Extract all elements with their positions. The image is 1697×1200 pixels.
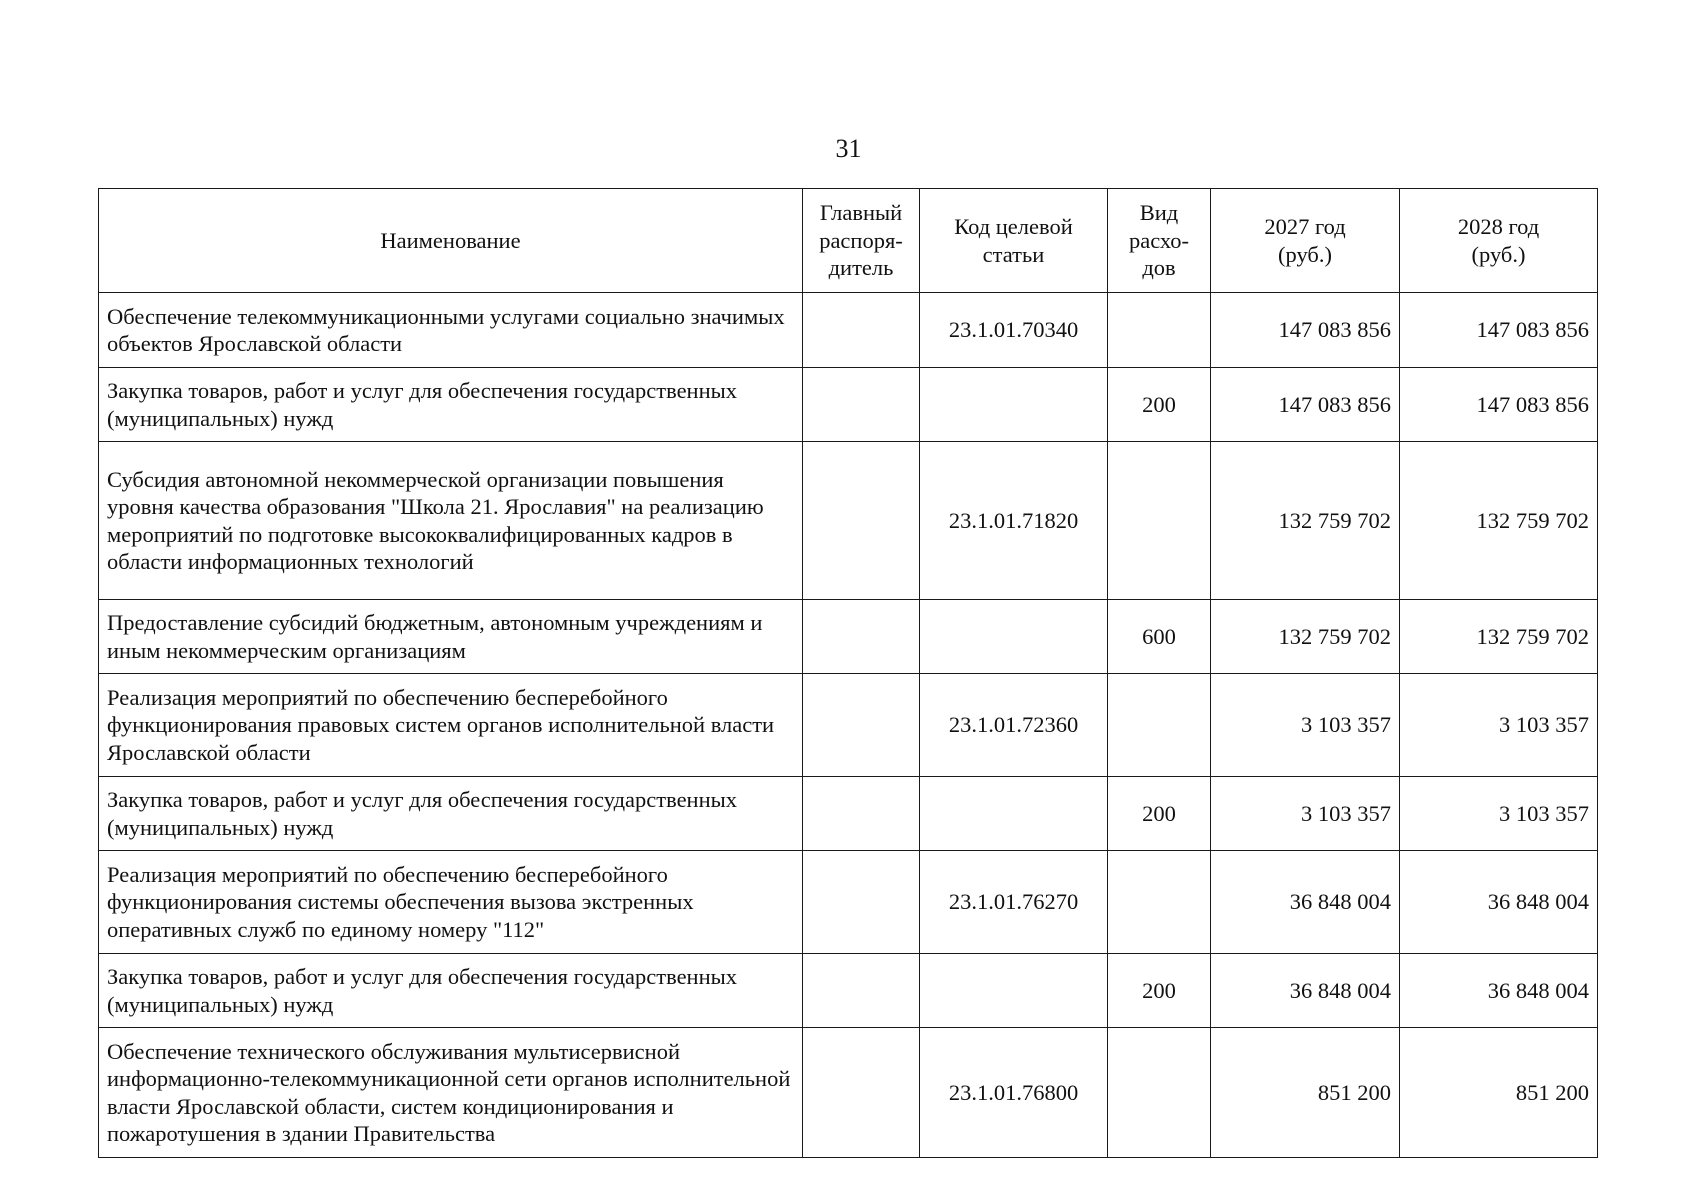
row-target-code [920, 954, 1108, 1028]
row-name: Закупка товаров, работ и услуг для обеспечения государственных (муниципальных) нужд [99, 368, 803, 442]
row-name: Реализация мероприятий по обеспечению бесперебойного функционирования системы обеспечения вызова экстренных оперативных служб по единому номеру "112" [99, 851, 803, 954]
table-row [99, 600, 1598, 674]
header-year-2028: 2028 год (руб.) [1400, 189, 1598, 293]
row-target-code: 23.1.01.76270 [920, 851, 1108, 954]
row-name: Обеспечение телекоммуникационными услугами социально значимых объектов Ярославской области [99, 293, 803, 368]
row-main-manager [803, 600, 920, 674]
row-main-manager [803, 1028, 920, 1158]
row-target-code [920, 777, 1108, 851]
row-target-code [920, 368, 1108, 442]
row-target-code: 23.1.01.76800 [920, 1028, 1108, 1158]
table-row [99, 293, 1598, 368]
row-expense-type [1108, 1028, 1211, 1158]
row-expense-type [1108, 442, 1211, 600]
row-amount-2028: 3 103 357 [1400, 674, 1598, 777]
table-row [99, 851, 1598, 954]
header-year-2027: 2027 год (руб.) [1211, 189, 1400, 293]
row-main-manager [803, 851, 920, 954]
header-target-code: Код целевой статьи [920, 189, 1108, 293]
row-expense-type: 200 [1108, 777, 1211, 851]
table-row [99, 777, 1598, 851]
table-header [99, 189, 1598, 293]
row-amount-2027: 3 103 357 [1211, 674, 1400, 777]
row-expense-type: 200 [1108, 368, 1211, 442]
row-amount-2028: 36 848 004 [1400, 954, 1598, 1028]
row-amount-2028: 147 083 856 [1400, 293, 1598, 368]
row-expense-type [1108, 293, 1211, 368]
row-amount-2028: 851 200 [1400, 1028, 1598, 1158]
row-target-code: 23.1.01.71820 [920, 442, 1108, 600]
row-main-manager [803, 777, 920, 851]
page-number: 31 [835, 134, 862, 163]
row-expense-type [1108, 674, 1211, 777]
table-row [99, 442, 1598, 600]
row-main-manager [803, 674, 920, 777]
row-amount-2027: 36 848 004 [1211, 851, 1400, 954]
table-row [99, 368, 1598, 442]
row-amount-2027: 3 103 357 [1211, 777, 1400, 851]
row-amount-2027: 132 759 702 [1211, 442, 1400, 600]
row-main-manager [803, 293, 920, 368]
row-expense-type: 200 [1108, 954, 1211, 1028]
row-amount-2027: 147 083 856 [1211, 293, 1400, 368]
row-amount-2027: 851 200 [1211, 1028, 1400, 1158]
row-amount-2028: 147 083 856 [1400, 368, 1598, 442]
row-target-code [920, 600, 1108, 674]
row-amount-2027: 36 848 004 [1211, 954, 1400, 1028]
row-target-code: 23.1.01.70340 [920, 293, 1108, 368]
row-amount-2027: 132 759 702 [1211, 600, 1400, 674]
table-row [99, 1028, 1598, 1158]
row-amount-2028: 132 759 702 [1400, 442, 1598, 600]
header-main-manager: Главный распоря- дитель [803, 189, 920, 293]
row-main-manager [803, 368, 920, 442]
row-main-manager [803, 954, 920, 1028]
row-expense-type [1108, 851, 1211, 954]
table-body [99, 293, 1598, 1158]
header-name: Наименование [99, 189, 803, 293]
row-main-manager [803, 442, 920, 600]
row-amount-2028: 36 848 004 [1400, 851, 1598, 954]
row-name: Закупка товаров, работ и услуг для обеспечения государственных (муниципальных) нужд [99, 777, 803, 851]
row-expense-type: 600 [1108, 600, 1211, 674]
row-amount-2027: 147 083 856 [1211, 368, 1400, 442]
row-name: Закупка товаров, работ и услуг для обеспечения государственных (муниципальных) нужд [99, 954, 803, 1028]
header-expense-type: Вид расхо- дов [1108, 189, 1211, 293]
table-row [99, 674, 1598, 777]
row-name: Предоставление субсидий бюджетным, автономным учреждениям и иным некоммерческим организациям [99, 600, 803, 674]
row-amount-2028: 132 759 702 [1400, 600, 1598, 674]
row-name: Обеспечение технического обслуживания мультисервисной информационно-телекоммуникационной сети органов исполнительной власти Ярославской области, систем кондиционирования и пожаротушения в здании Правительства [99, 1028, 803, 1158]
row-amount-2028: 3 103 357 [1400, 777, 1598, 851]
row-name: Реализация мероприятий по обеспечению бесперебойного функционирования правовых систем органов исполнительной власти Ярославской области [99, 674, 803, 777]
header-row [99, 189, 1598, 293]
budget-table [98, 188, 1598, 1158]
table-row [99, 954, 1598, 1028]
row-name: Субсидия автономной некоммерческой организации повышения уровня качества образования "Школа 21. Ярославия" на реализацию мероприятий по подготовке высококвалифицированных кадров в области информационных технологий [99, 442, 803, 600]
row-target-code: 23.1.01.72360 [920, 674, 1108, 777]
